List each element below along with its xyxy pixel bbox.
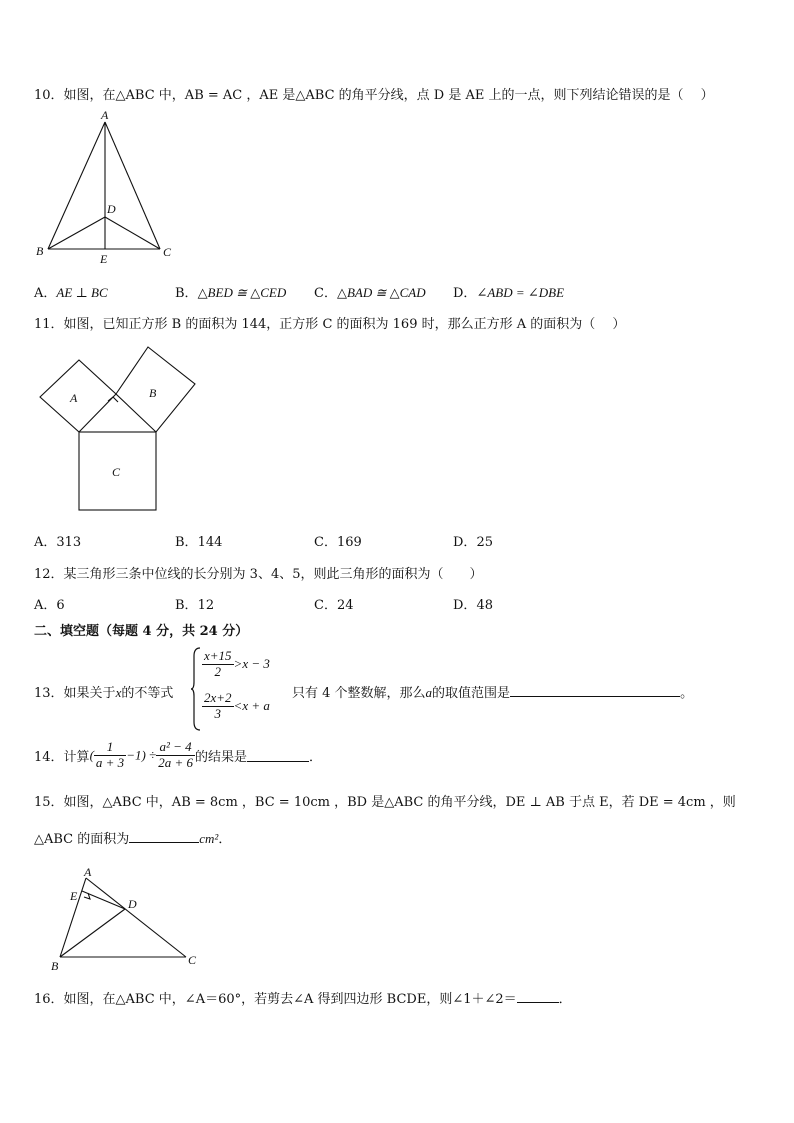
q13-prefix: 13．如果关于x的不等式 <box>34 685 174 701</box>
q11-option-d[interactable]: D．25 <box>453 535 493 550</box>
q11-text: 如图，已知正方形 B 的面积为 144，正方形 C 的面积为 169 时，那么正方形 A 的面积为（ ） <box>63 317 626 332</box>
q15-stem: 15．如图，△ABC 中，AB = 8cm ，BC = 10cm ，BD 是△ABC 的角平分线，DE ⊥ AB 于点 E，若 DE = 4cm ，则 <box>34 795 736 810</box>
q14-answer-blank[interactable] <box>247 749 309 762</box>
q16-text: 如图，在△ABC 中，∠A＝60°，若剪去∠A 得到四边形 BCDE，则∠1＋∠2＝ <box>63 992 517 1007</box>
q11-number: 11． <box>34 317 64 332</box>
q12-stem <box>34 563 483 582</box>
q12-option-c[interactable]: C．24 <box>314 598 354 613</box>
q11-label-a: A <box>70 391 78 405</box>
q15-label-a: A <box>84 865 92 879</box>
q16-stem: 16．如图，在△ABC 中，∠A＝60°，若剪去∠A 得到四边形 BCDE，则∠1＋∠2＝ ． <box>34 992 572 1007</box>
q10-label-e: E <box>100 252 108 266</box>
q10-label-b: B <box>36 244 44 258</box>
q11-option-b[interactable]: B．144 <box>175 535 223 550</box>
q15-label-b: B <box>51 959 59 973</box>
q15-line2: △ABC 的面积为 cm²． <box>34 831 232 847</box>
q10-number: 10． <box>34 88 64 103</box>
q13-inequality-2: $\frac{2x+2}{3}$ <x + a <box>204 690 270 721</box>
q13-brace <box>190 646 202 732</box>
q10-option-d[interactable]: D．∠ABD = ∠DBE <box>453 285 565 301</box>
q11-label-c: C <box>112 465 121 479</box>
q11-figure <box>34 340 204 515</box>
q11-label-b: B <box>149 386 157 400</box>
q13-inequality-1: $\frac{x+15}{2}$ >x − 3 <box>204 648 270 679</box>
q10-text: 如图，在△ABC 中，AB = AC ，AE 是△ABC 的角平分线，点 D 是 AE 上的一点，则下列结论错误的是（ ） <box>63 88 714 103</box>
q12-text: 某三角形三条中位线的长分别为 3、4、5，则此三角形的面积为（ ） <box>63 567 483 582</box>
q10-label-d: D <box>107 202 116 216</box>
q13-answer-blank[interactable] <box>510 684 680 697</box>
q12-option-a[interactable]: A．6 <box>34 598 65 613</box>
q15-text: 如图，△ABC 中，AB = 8cm ，BC = 10cm ，BD 是△ABC 的角平分线，DE ⊥ AB 于点 E，若 DE = 4cm ，则 <box>63 795 736 810</box>
q15-answer-blank[interactable] <box>129 830 199 843</box>
section-title-fill-blank: 二、填空题（每题 4 分，共 24 分） <box>34 624 249 639</box>
q10-option-b[interactable]: B．△BED ≅ △CED <box>175 285 287 301</box>
q16-answer-blank[interactable] <box>517 990 559 1003</box>
q15-label-d: D <box>128 897 137 911</box>
q10-label-c: C <box>163 245 172 259</box>
q15-label-c: C <box>188 953 197 967</box>
q15-figure <box>46 864 206 974</box>
q13-suffix: 只有 4 个整数解，那么a的取值范围是 。 <box>292 685 694 701</box>
q15-label-e: E <box>70 889 78 903</box>
q10-option-c[interactable]: C．△BAD ≅ △CAD <box>314 285 426 301</box>
q12-number: 12． <box>34 567 64 582</box>
q10-stem <box>34 84 714 103</box>
q10-label-a: A <box>101 108 109 122</box>
q11-option-a[interactable]: A．313 <box>34 535 82 550</box>
q11-option-c[interactable]: C．169 <box>314 535 362 550</box>
q10-option-a[interactable]: A．AE ⊥ BC <box>34 285 108 301</box>
q14-stem: 14．计算( $\frac{1}{a + 3}$ −1) ÷ $\frac{\text{a² − 4}}{2a + 6}$ 的结果是 ． <box>34 739 322 770</box>
q10-figure <box>30 108 190 268</box>
q11-stem <box>34 313 625 332</box>
q12-option-d[interactable]: D．48 <box>453 598 493 613</box>
q12-option-b[interactable]: B．12 <box>175 598 215 613</box>
